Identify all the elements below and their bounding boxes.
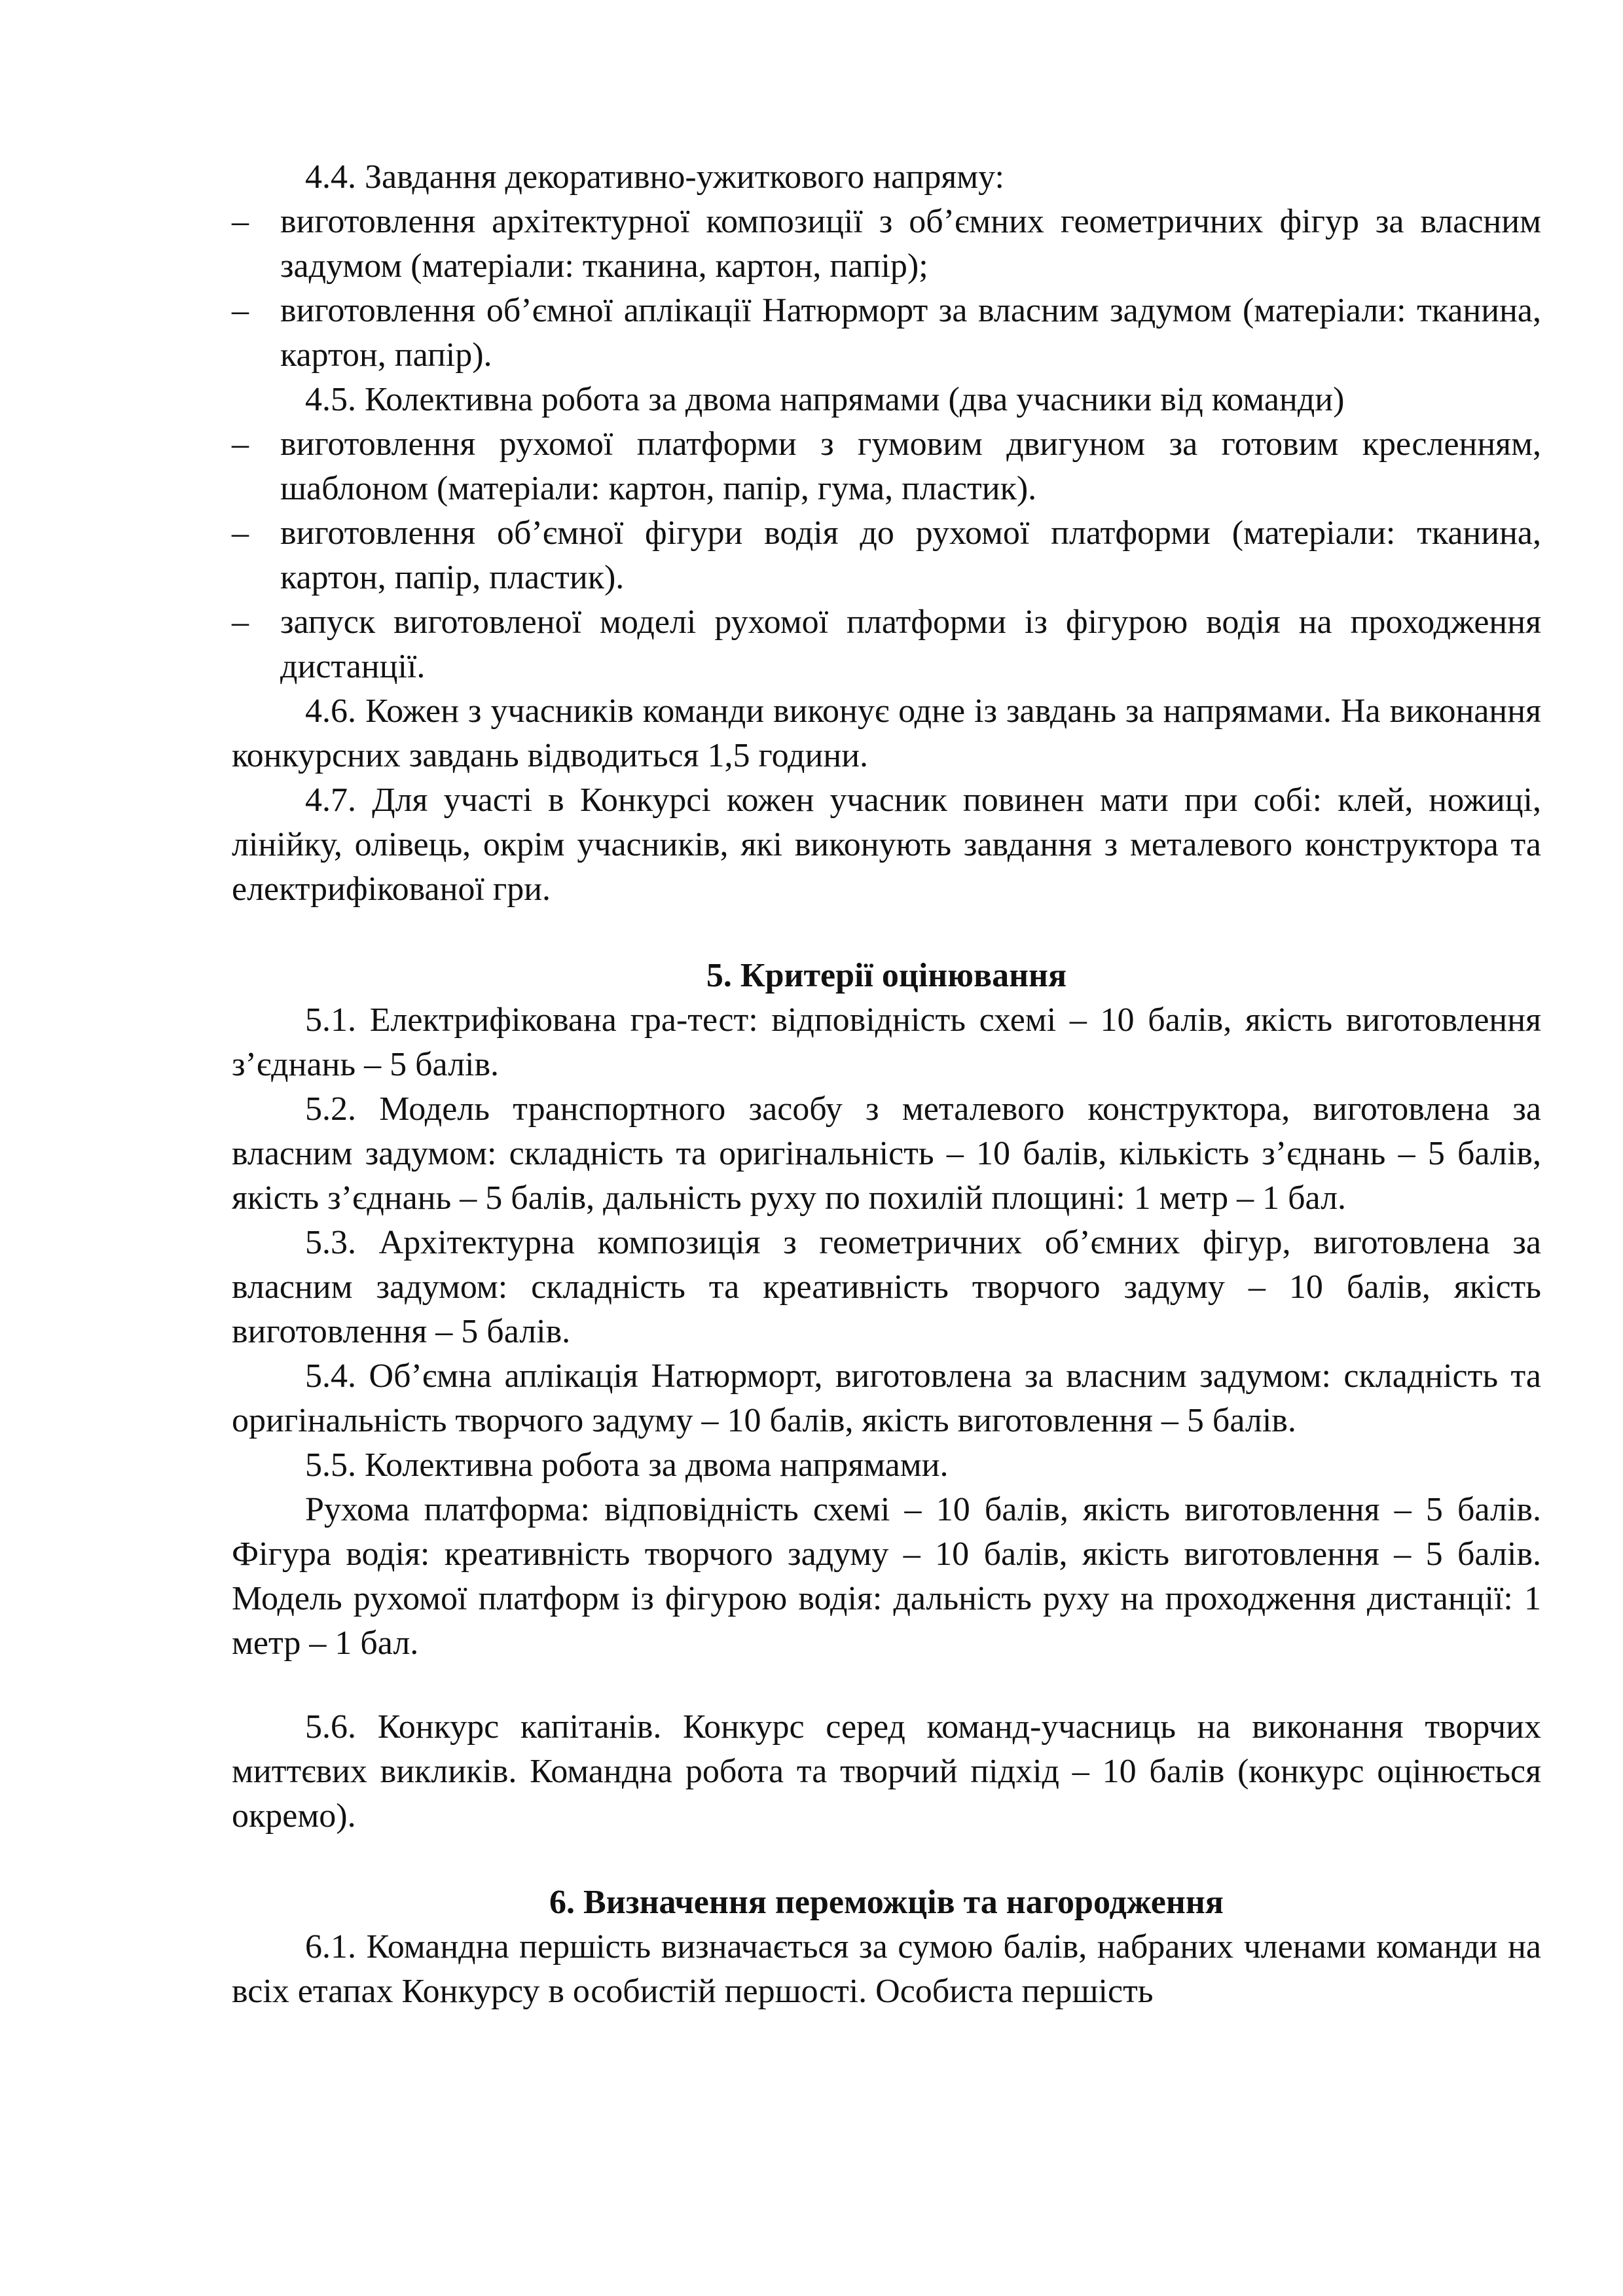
list-item	[232, 600, 1541, 689]
paragraph-5-5-details: Рухома платформа: відповідність схемі – 10 балів, якість виготовлення – 5 балів. Фігура водія: креативність творчого задуму – 10 балів, якість виготовлення – 5 балів. Модель рухомої платформ із фігурою водія: дальність руху на проходження дистанції: 1 метр – 1 бал.	[232, 1491, 1541, 1662]
list-item-text: виготовлення архітектурної композиції з об’ємних геометричних фігур за власним задумом (матеріали: тканина, картон, папір);	[280, 203, 1541, 285]
dash-bullet: –	[232, 425, 249, 463]
paragraph-4-5: 4.5. Колективна робота за двома напрямами (два учасники від команди)	[305, 381, 1345, 418]
list-item-text: виготовлення рухомої платформи з гумовим двигуном за готовим кресленням, шаблоном (матеріали: картон, папір, гума, пластик).	[280, 425, 1541, 507]
dash-bullet: –	[232, 514, 249, 552]
paragraph-5-4: 5.4. Об’ємна аплікація Натюрморт, виготовлена за власним задумом: складність та оригінальність творчого задуму – 10 балів, якість виготовлення – 5 балів.	[232, 1357, 1541, 1439]
paragraph-5-6: 5.6. Конкурс капітанів. Конкурс серед команд-учасниць на виконання творчих миттєвих викликів. Командна робота та творчий підхід – 10 балів (конкурс оцінюється окремо).	[232, 1708, 1541, 1835]
paragraph-5-2: 5.2. Модель транспортного засобу з металевого конструктора, виготовлена за власним задумом: складність та оригінальність – 10 балів, кількість з’єднань – 5 балів, якість з’єднань – 5 балів, дальність руху по похилій площині: 1 метр – 1 бал.	[232, 1090, 1541, 1217]
section-5-heading: 5. Критерії оцінювання	[706, 957, 1067, 994]
paragraph-6-1: 6.1. Командна першість визначається за сумою балів, набраних членами команди на всіх етапах Конкурсу в особистій першості. Особиста першість	[232, 1928, 1541, 2010]
list-item	[232, 200, 1541, 289]
paragraph-5-1: 5.1. Електрифікована гра-тест: відповідність схемі – 10 балів, якість виготовлення з’єднань – 5 балів.	[232, 1001, 1541, 1083]
dash-bullet: –	[232, 292, 249, 329]
paragraph-5-3: 5.3. Архітектурна композиція з геометричних об’ємних фігур, виготовлена за власним задумом: складність та креативність творчого задуму – 10 балів, якість виготовлення – 5 балів.	[232, 1224, 1541, 1350]
list-item	[232, 422, 1541, 511]
list-item-text: запуск виготовленої моделі рухомої платформи із фігурою водія на проходження дистанції.	[280, 603, 1541, 685]
paragraph-4-7: 4.7. Для участі в Конкурсі кожен учасник повинен мати при собі: клей, ножиці, лінійку, олівець, окрім учасників, які виконують завдання з металевого конструктора та електрифікованої гри.	[232, 781, 1541, 908]
dash-bullet: –	[232, 203, 249, 240]
section-6-heading: 6. Визначення переможців та нагородження	[549, 1884, 1224, 1921]
paragraph-5-5: 5.5. Колективна робота за двома напрямами.	[305, 1446, 949, 1484]
paragraph-4-6: 4.6. Кожен з учасників команди виконує одне із завдань за напрямами. На виконання конкурсних завдань відводиться 1,5 години.	[232, 692, 1541, 774]
list-item	[232, 289, 1541, 378]
paragraph-4-4: 4.4. Завдання декоративно-ужиткового напряму:	[305, 158, 1004, 196]
list-item-text: виготовлення об’ємної фігури водія до рухомої платформи (матеріали: тканина, картон, папір, пластик).	[280, 514, 1541, 596]
list-item	[232, 511, 1541, 600]
dash-bullet: –	[232, 603, 249, 641]
document-page	[232, 155, 1541, 2014]
list-item-text: виготовлення об’ємної аплікації Натюрморт за власним задумом (матеріали: тканина, картон, папір).	[280, 292, 1541, 374]
